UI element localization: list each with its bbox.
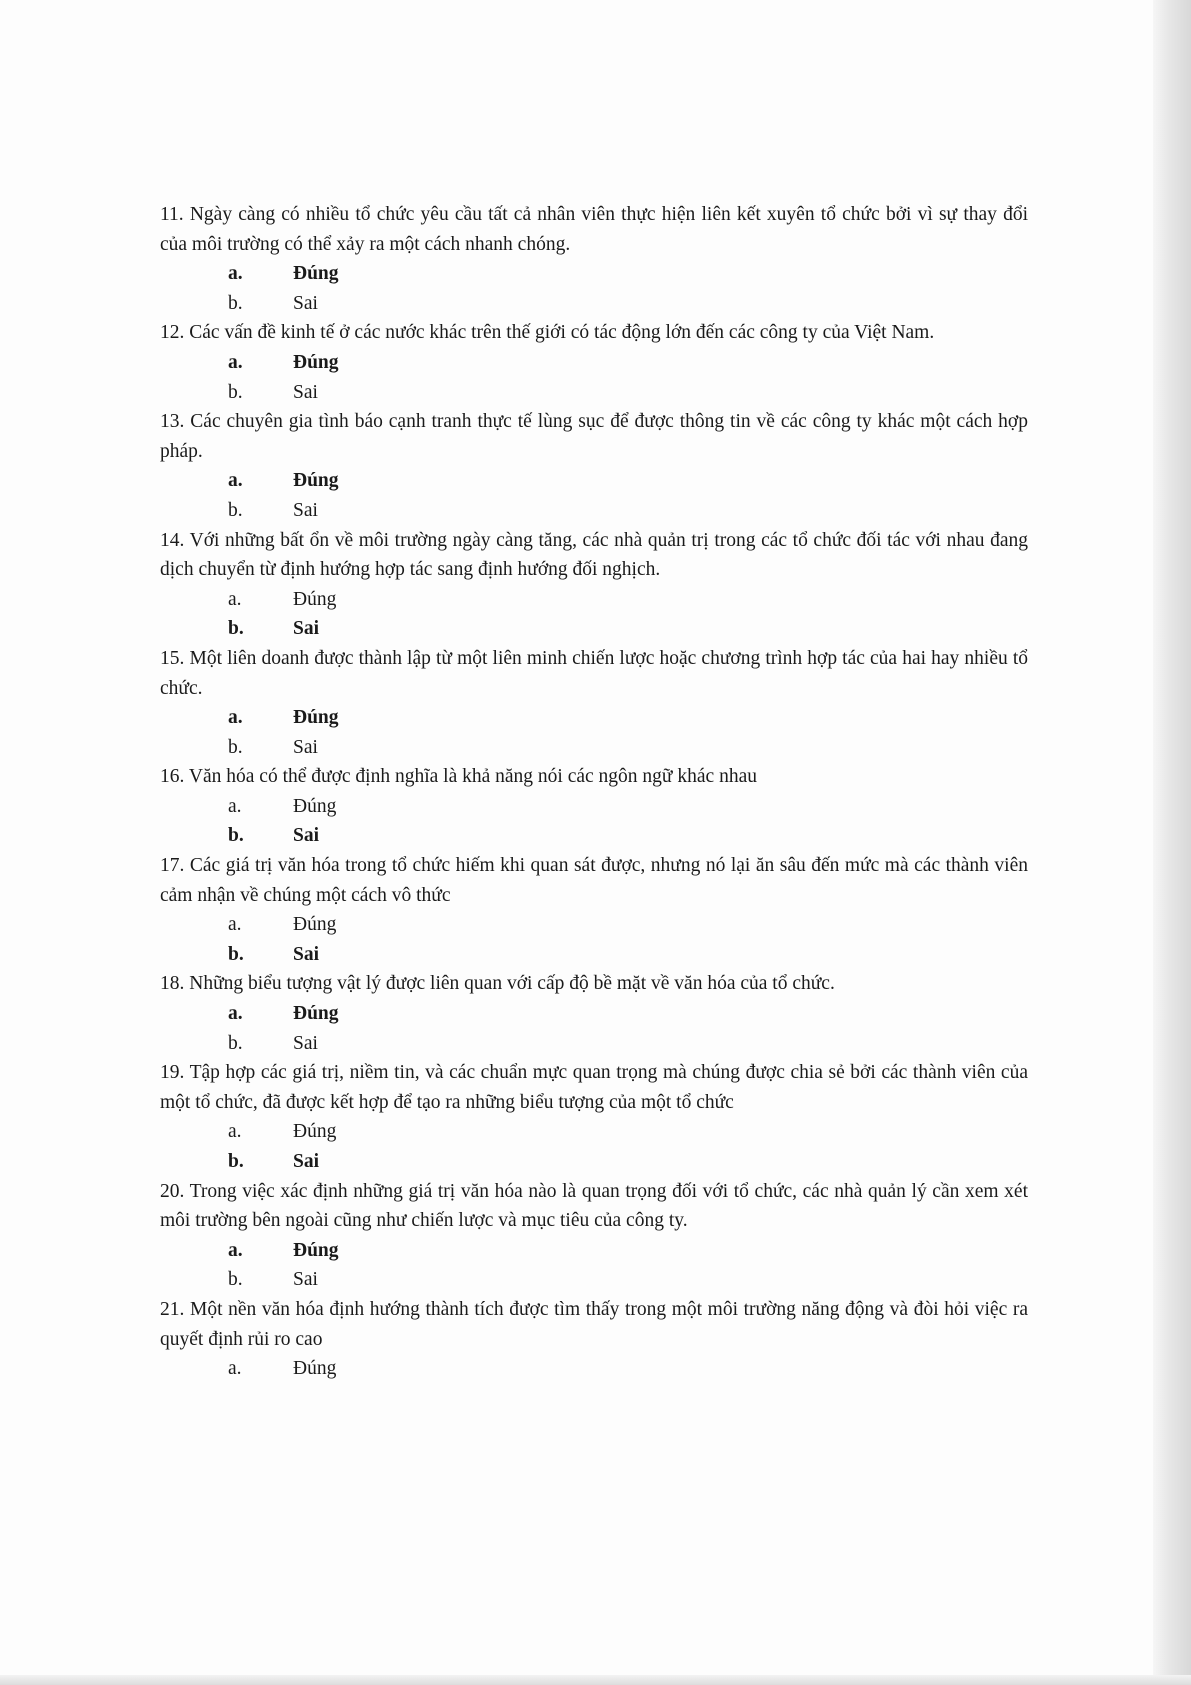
option-text: Đúng xyxy=(293,1358,337,1380)
option-text: Sai xyxy=(293,1151,320,1172)
option-text: Sai xyxy=(293,381,318,403)
question-block xyxy=(160,1177,1028,1295)
option-letter: a. xyxy=(228,588,242,610)
question-block xyxy=(160,200,1028,318)
option-text: Đúng xyxy=(293,914,337,936)
question-block xyxy=(160,407,1028,525)
answer-option xyxy=(160,496,1028,526)
question-block xyxy=(160,318,1028,407)
answer-option xyxy=(160,821,1028,851)
option-letter: a. xyxy=(228,795,242,817)
question-text: 20. Trong việc xác định những giá trị văn hóa nào là quan trọng đối với tổ chức, các nhà quản lý cần xem xét môi trường bên ngoài cũng như chiến lược và mục tiêu của công ty. xyxy=(160,1180,1028,1232)
question-block xyxy=(160,969,1028,1058)
answer-option xyxy=(160,466,1028,496)
question-text: 12. Các vấn đề kinh tế ở các nước khác trên thế giới có tác động lớn đến các công ty của Việt Nam. xyxy=(160,322,935,344)
question-block xyxy=(160,762,1028,851)
question-block xyxy=(160,1295,1028,1384)
answer-option xyxy=(160,259,1028,289)
option-text: Đúng xyxy=(293,795,337,817)
question-text: 21. Một nền văn hóa định hướng thành tích được tìm thấy trong một môi trường năng động và đòi hỏi việc ra quyết định rủi ro cao xyxy=(160,1298,1028,1350)
answer-option xyxy=(160,1117,1028,1147)
answer-option xyxy=(160,792,1028,822)
question-text: 19. Tập hợp các giá trị, niềm tin, và các chuẩn mực quan trọng mà chúng được chia sẻ bởi các thành viên của một tổ chức, đã được kết hợp để tạo ra những biểu tượng của một tổ chức xyxy=(160,1062,1028,1113)
option-text: Đúng xyxy=(293,470,339,492)
answer-option xyxy=(160,733,1028,763)
option-letter: b. xyxy=(228,292,243,314)
option-text: Sai xyxy=(293,825,320,847)
answer-option xyxy=(160,1265,1028,1295)
option-text: Đúng xyxy=(293,1003,339,1025)
question-block xyxy=(160,644,1028,762)
option-text: Sai xyxy=(293,943,320,965)
scan-bottom-edge xyxy=(0,1675,1191,1685)
question-text: 15. Một liên doanh được thành lập từ một liên minh chiến lược hoặc chương trình hợp tác của hai hay nhiều tổ chức. xyxy=(160,647,1028,699)
option-letter: a. xyxy=(228,263,243,285)
question-text: 17. Các giá trị văn hóa trong tổ chức hiếm khi quan sát được, nhưng nó lại ăn sâu đến mức mà các thành viên cảm nhận về chúng một cách vô thức xyxy=(160,855,1028,906)
option-letter: b. xyxy=(228,499,243,521)
answer-option xyxy=(160,289,1028,319)
option-text: Đúng xyxy=(293,351,339,373)
question-text: 16. Văn hóa có thể được định nghĩa là khả năng nói các ngôn ngữ khác nhau xyxy=(160,766,757,788)
scan-edge-shadow xyxy=(1153,0,1191,1685)
question-block xyxy=(160,851,1028,969)
question-text: 11. Ngày càng có nhiều tổ chức yêu cầu tất cả nhân viên thực hiện liên kết xuyên tổ chức bởi vì sự thay đổi của môi trường có thể xảy ra một cách nhanh chóng. xyxy=(160,204,1028,255)
answer-option xyxy=(160,585,1028,615)
option-text: Sai xyxy=(293,618,320,640)
answer-option xyxy=(160,1029,1028,1059)
option-letter: a. xyxy=(228,914,242,936)
option-letter: a. xyxy=(228,1358,242,1380)
option-text: Sai xyxy=(293,736,318,758)
answer-option xyxy=(160,1354,1028,1384)
option-text: Đúng xyxy=(293,588,337,610)
answer-option xyxy=(160,1236,1028,1266)
option-letter: b. xyxy=(228,1032,243,1054)
option-letter: a. xyxy=(228,470,243,492)
answer-option xyxy=(160,910,1028,940)
option-letter: b. xyxy=(228,1269,243,1291)
option-text: Đúng xyxy=(293,707,339,729)
option-letter: a. xyxy=(228,351,243,373)
answer-option xyxy=(160,1147,1028,1177)
question-text: 18. Những biểu tượng vật lý được liên quan với cấp độ bề mặt về văn hóa của tổ chức. xyxy=(160,973,835,995)
answer-option xyxy=(160,614,1028,644)
option-letter: b. xyxy=(228,943,244,965)
option-text: Sai xyxy=(293,1032,318,1054)
option-text: Đúng xyxy=(293,1121,337,1143)
option-text: Đúng xyxy=(293,263,339,285)
option-letter: a. xyxy=(228,1121,242,1143)
option-letter: a. xyxy=(228,1003,243,1025)
option-letter: a. xyxy=(228,707,243,729)
option-letter: b. xyxy=(228,736,243,758)
question-block xyxy=(160,526,1028,644)
question-text: 13. Các chuyên gia tình báo cạnh tranh thực tế lùng sục để được thông tin về các công ty khác một cách hợp pháp. xyxy=(160,411,1028,462)
answer-option xyxy=(160,999,1028,1029)
question-block xyxy=(160,1058,1028,1176)
answer-option xyxy=(160,378,1028,408)
question-text: 14. Với những bất ổn về môi trường ngày càng tăng, các nhà quản trị trong các tổ chức đối tác với nhau đang dịch chuyển từ định hướng hợp tác sang định hướng đối nghịch. xyxy=(160,529,1028,581)
option-text: Đúng xyxy=(293,1239,339,1261)
answer-option xyxy=(160,703,1028,733)
option-text: Sai xyxy=(293,499,318,521)
option-letter: b. xyxy=(228,381,243,403)
question-list xyxy=(160,200,1028,1384)
option-letter: a. xyxy=(228,1239,243,1261)
answer-option xyxy=(160,940,1028,970)
option-letter: b. xyxy=(228,1151,244,1172)
option-letter: b. xyxy=(228,825,244,847)
option-text: Sai xyxy=(293,1269,318,1291)
option-letter: b. xyxy=(228,618,244,640)
option-text: Sai xyxy=(293,292,318,314)
answer-option xyxy=(160,348,1028,378)
